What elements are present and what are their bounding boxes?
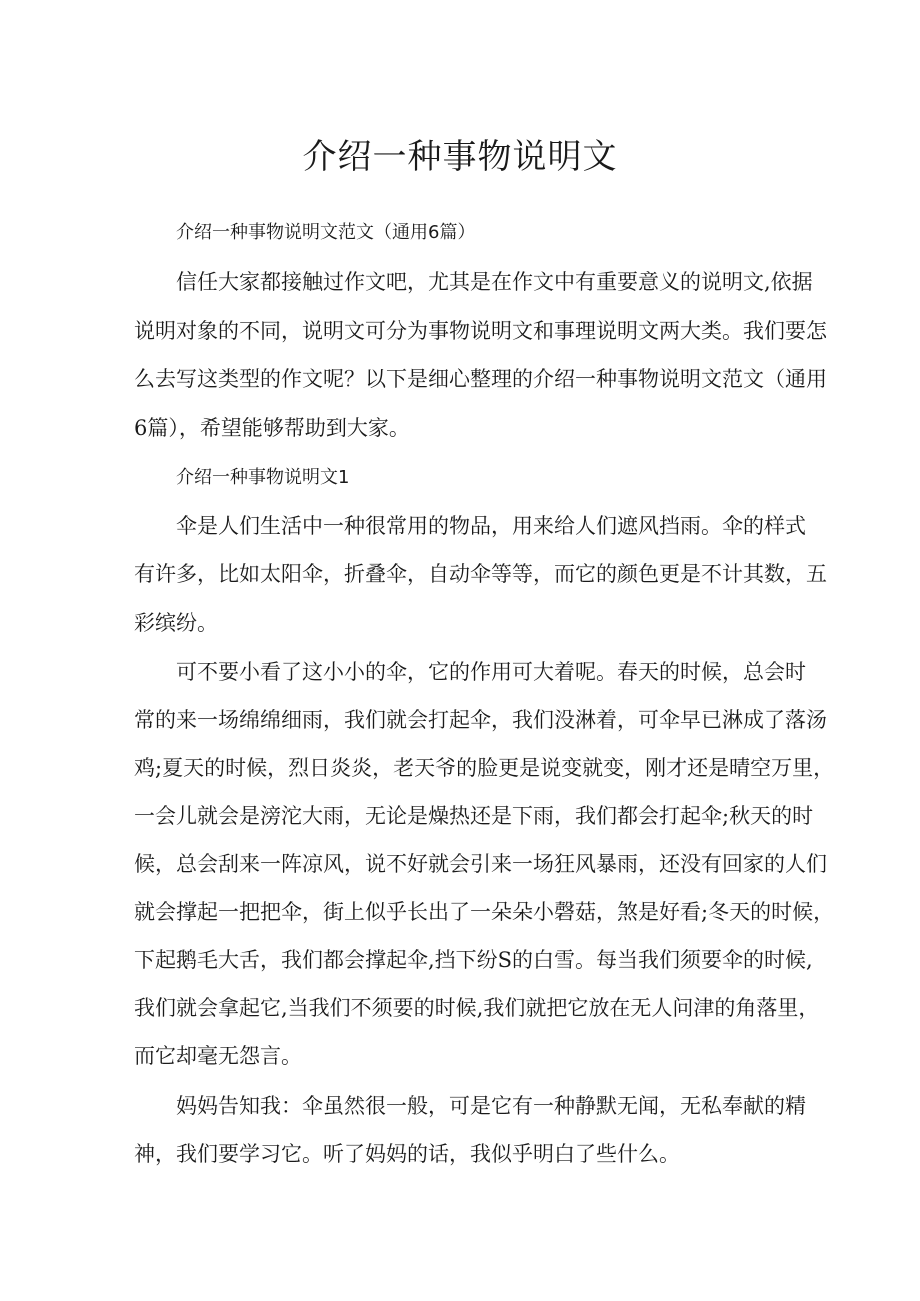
paragraph-line: 候，总会刮来一阵凉风，说不好就会引来一场狂风暴雨，还没有回家的人们: [134, 852, 827, 876]
paragraph-line: 而它却毫无怨言。: [134, 1044, 302, 1068]
section-heading: 介绍一种事物说明文1: [176, 467, 350, 488]
paragraph-line: 就会撑起一把把伞，街上似乎长出了一朵朵小磬菇，煞是好看;冬天的时候，: [134, 900, 835, 924]
document-subtitle: 介绍一种事物说明文范文（通用6篇）: [176, 222, 476, 243]
paragraph-line: 下起鹅毛大舌，我们都会撑起伞,挡下纷S的白雪。每当我们须要伞的时候,: [134, 948, 813, 972]
intro-line: 么去写这类型的作文呢？以下是细心整理的介绍一种事物说明文范文（通用: [134, 367, 827, 391]
paragraph-line: 妈妈告知我：伞虽然很一般，可是它有一种静默无闻，无私奉献的精: [176, 1094, 806, 1118]
paragraph-line: 可不要小看了这小小的伞，它的作用可大着呢。春天的时候，总会时: [176, 660, 806, 684]
intro-line: 说明对象的不同，说明文可分为事物说明文和事理说明文两大类。我们要怎: [134, 319, 827, 343]
paragraph-line: 伞是人们生活中一种很常用的物品，用来给人们遮风挡雨。伞的样式: [176, 514, 806, 538]
paragraph-line: 神，我们要学习它。听了妈妈的话，我似乎明白了些什么。: [134, 1142, 680, 1166]
document-title: 介绍一种事物说明文: [302, 137, 618, 177]
intro-line: 6篇），希望能够帮助到大家。: [134, 416, 410, 440]
paragraph-line: 常的来一场绵绵细雨，我们就会打起伞，我们没淋着，可伞早已淋成了落汤: [134, 708, 827, 732]
paragraph-line: 有许多，比如太阳伞，折叠伞，自动伞等等，而它的颜色更是不计其数，五: [134, 562, 827, 586]
intro-line: 信任大家都接触过作文吧，尤其是在作文中有重要意义的说明文,依据: [176, 270, 813, 294]
paragraph-line: 一会儿就会是滂沱大雨，无论是燥热还是下雨，我们都会打起伞;秋天的时: [134, 804, 814, 828]
paragraph-line: 彩缤纷。: [134, 611, 218, 635]
paragraph-line: 我们就会拿起它,当我们不须要的时候,我们就把它放在无人问津的角落里，: [134, 996, 820, 1020]
paragraph-line: 鸡;夏天的时候，烈日炎炎，老天爷的脸更是说变就变，刚才还是晴空万里，: [134, 756, 835, 780]
